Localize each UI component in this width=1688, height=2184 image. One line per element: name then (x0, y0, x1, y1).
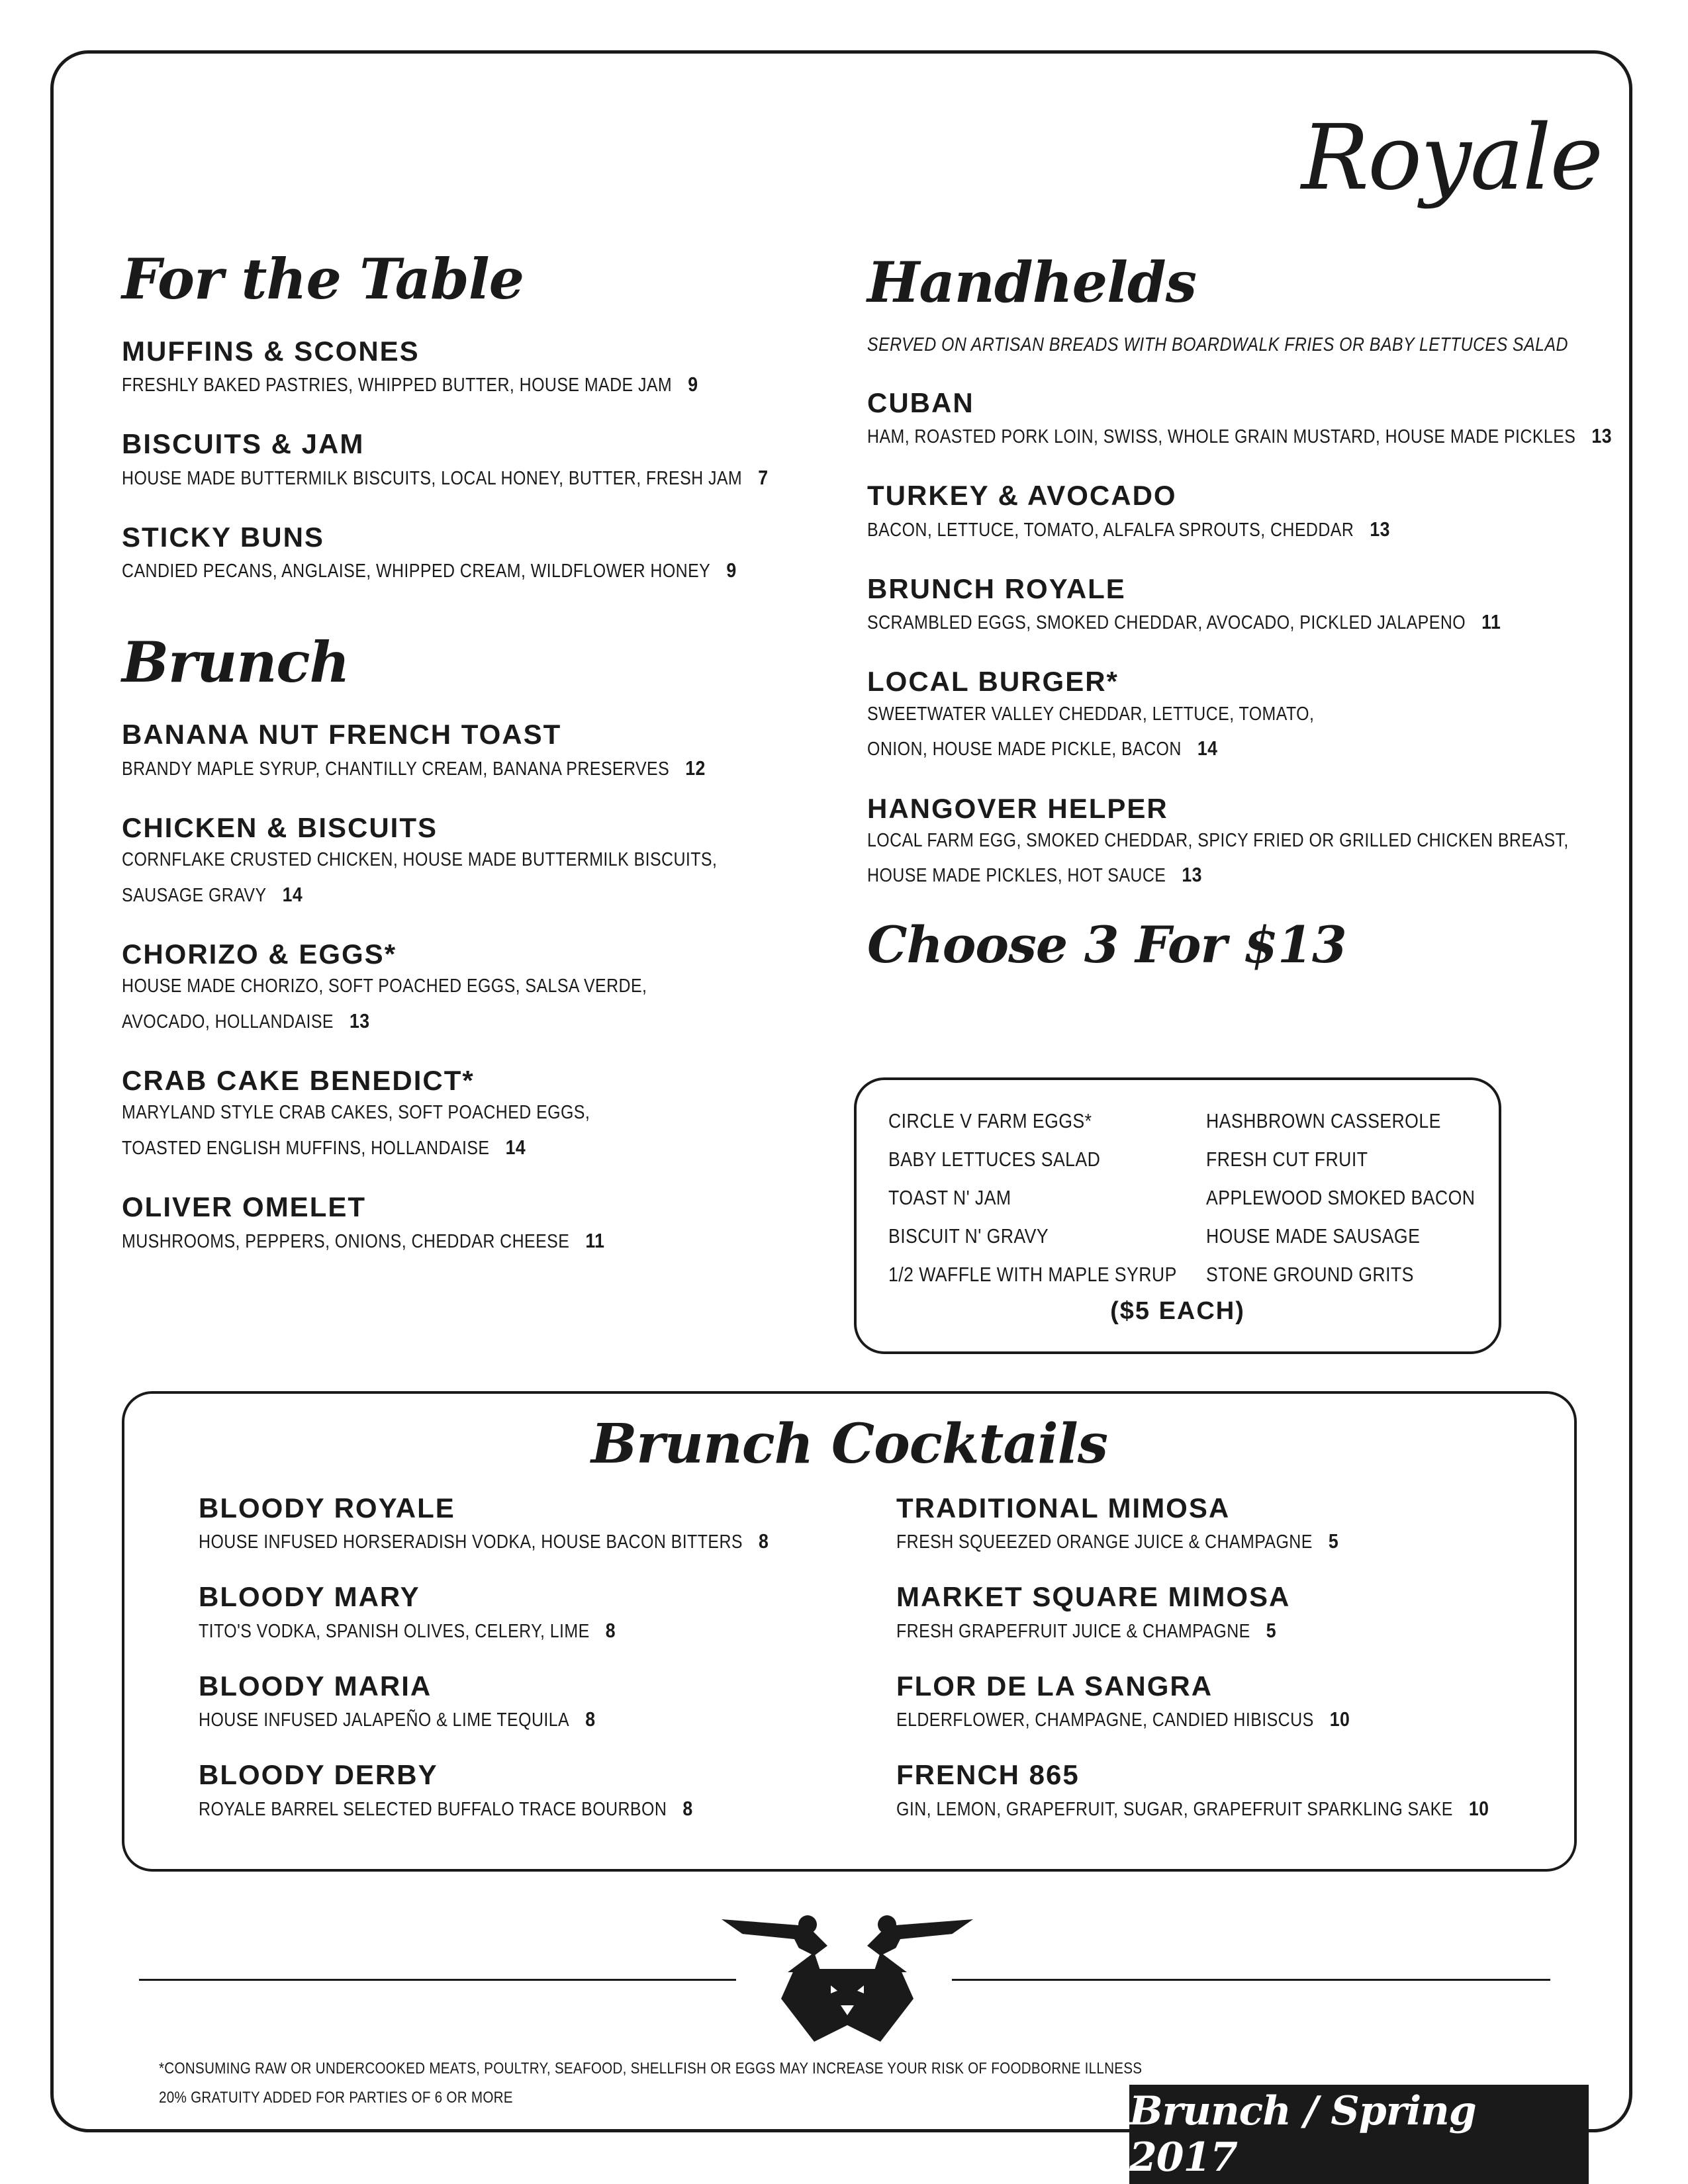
item-name: CUBAN (867, 387, 974, 418)
cocktail-item (896, 1671, 1558, 1737)
item-desc-text: SAUSAGE GRAVY (122, 884, 267, 906)
item-name: BLOODY MARY (199, 1581, 420, 1613)
item-desc-text: HOUSE INFUSED JALAPEÑO & LIME TEQUILA (199, 1709, 570, 1731)
item-description: CORNFLAKE CRUSTED CHICKEN, HOUSE MADE BUTTERMILK BISCUITS, (122, 848, 718, 870)
item-price: 10 (1468, 1796, 1489, 1820)
side-item: STONE GROUND GRITS (1206, 1263, 1414, 1287)
cocktails-right (896, 1493, 1558, 1827)
item-desc-text: FRESH SQUEEZED ORANGE JUICE & CHAMPAGNE (896, 1531, 1313, 1553)
item-price: 11 (585, 1228, 605, 1252)
item-price: 7 (758, 465, 769, 489)
menu-item (122, 1192, 784, 1258)
item-description (122, 1223, 691, 1259)
item-name: BLOODY MARIA (199, 1670, 432, 1702)
footer-rule-left (139, 1979, 736, 1981)
item-name: CRAB CAKE BENEDICT* (122, 1065, 475, 1097)
side-item: 1/2 WAFFLE WITH MAPLE SYRUP (888, 1263, 1177, 1287)
item-desc-text: AVOCADO, HOLLANDAISE (122, 1011, 334, 1032)
side-item: FRESH CUT FRUIT (1206, 1148, 1368, 1171)
right-column (867, 250, 1612, 999)
item-desc-text: HOUSE MADE PICKLES, HOT SAUCE (867, 865, 1166, 887)
item-description-line2 (867, 857, 1505, 893)
item-desc-text: BRANDY MAPLE SYRUP, CHANTILLY CREAM, BANANA PRESERVES (122, 758, 670, 780)
cocktail-item (199, 1760, 861, 1826)
cocktails-left (199, 1493, 861, 1827)
item-desc-text: BACON, LETTUCE, TOMATO, ALFALFA SPROUTS, CHEDDAR (867, 519, 1354, 541)
item-desc-text: TOASTED ENGLISH MUFFINS, HOLLANDAISE (122, 1138, 490, 1160)
item-desc-text: ROYALE BARREL SELECTED BUFFALO TRACE BOURBON (199, 1798, 667, 1820)
item-price: 13 (1370, 517, 1390, 541)
menu-item (122, 1066, 784, 1165)
item-price: 13 (1182, 863, 1202, 887)
side-item: CIRCLE V FARM EGGS* (888, 1109, 1092, 1132)
item-price: 9 (726, 559, 737, 582)
item-desc-text: SCRAMBLED EGGS, SMOKED CHEDDAR, AVOCADO, PICKLED JALAPENO (867, 612, 1466, 634)
item-name: OLIVER OMELET (122, 1191, 367, 1223)
item-desc-text: CANDIED PECANS, ANGLAISE, WHIPPED CREAM, WILDFLOWER HONEY (122, 561, 711, 582)
side-item: TOAST N' JAM (888, 1186, 1011, 1210)
item-price: 14 (1197, 737, 1218, 760)
price-each: ($5 EACH) (1110, 1297, 1245, 1326)
item-name: BRUNCH ROYALE (867, 572, 1126, 604)
winged-fox-emblem-icon (715, 1906, 980, 2045)
item-description (199, 1524, 768, 1559)
menu-item (122, 813, 784, 913)
side-item: HOUSE MADE SAUSAGE (1206, 1224, 1421, 1248)
menu-item (122, 522, 784, 588)
item-desc-text: FRESHLY BAKED PASTRIES, WHIPPED BUTTER, HOUSE MADE JAM (122, 375, 673, 396)
item-name: BANANA NUT FRENCH TOAST (122, 719, 562, 751)
item-desc-text: MUSHROOMS, PEPPERS, ONIONS, CHEDDAR CHEESE (122, 1230, 570, 1252)
cocktail-item (199, 1493, 861, 1559)
item-price: 13 (1591, 424, 1612, 448)
item-description (122, 751, 706, 786)
item-description (199, 1613, 768, 1649)
item-description (867, 418, 1612, 454)
cocktails-box (122, 1391, 1577, 1872)
brunch-title: Brunch (122, 629, 350, 696)
item-name: TRADITIONAL MIMOSA (896, 1492, 1231, 1524)
menu-item (867, 794, 1609, 893)
item-description (867, 604, 1505, 640)
item-description (122, 367, 698, 402)
item-desc-text: GIN, LEMON, GRAPEFRUIT, SUGAR, GRAPEFRUIT SPARKLING SAKE (896, 1798, 1453, 1820)
item-price: 11 (1481, 610, 1501, 634)
item-description (199, 1702, 768, 1737)
item-name: BISCUITS & JAM (122, 428, 365, 460)
item-price: 9 (688, 373, 698, 396)
item-price: 8 (605, 1618, 616, 1642)
royale-logo: Royale (1301, 106, 1602, 210)
side-item: APPLEWOOD SMOKED BACON (1206, 1186, 1476, 1210)
item-description (896, 1791, 1489, 1827)
item-name: MUFFINS & SCONES (122, 336, 420, 367)
menu-item (867, 387, 1612, 454)
choose-title: Choose 3 For $13 (867, 915, 1346, 974)
side-item: HASHBROWN CASSEROLE (1206, 1109, 1441, 1132)
raw-food-disclaimer: *CONSUMING RAW OR UNDERCOOKED MEATS, POULTRY, SEAFOOD, SHELLFISH OR EGGS MAY INCREASE YOUR RISK OF FOODBORNE ILLNESS (159, 2060, 1143, 2077)
item-name: CHICKEN & BISCUITS (122, 811, 438, 843)
cocktail-item (199, 1582, 861, 1648)
item-description (199, 1791, 768, 1827)
choose-box (854, 1077, 1501, 1354)
item-price: 8 (682, 1796, 693, 1820)
item-name: FLOR DE LA SANGRA (896, 1670, 1213, 1702)
cocktail-item (199, 1671, 861, 1737)
handhelds-note: SERVED ON ARTISAN BREADS WITH BOARDWALK FRIES OR BABY LETTUCES SALAD (867, 334, 1568, 355)
item-name: FRENCH 865 (896, 1759, 1080, 1791)
item-name: STICKY BUNS (122, 521, 324, 553)
season-label: Brunch / Spring 2017 (1129, 2085, 1589, 2184)
item-description (896, 1702, 1466, 1737)
menu-item (867, 574, 1609, 640)
menu-item (122, 429, 784, 495)
item-name: MARKET SQUARE MIMOSA (896, 1581, 1291, 1613)
item-desc-text: HAM, ROASTED PORK LOIN, SWISS, WHOLE GRAIN MUSTARD, HOUSE MADE PICKLES (867, 426, 1576, 448)
cocktail-item (896, 1582, 1558, 1648)
item-price: 14 (282, 882, 303, 906)
item-price: 8 (585, 1707, 596, 1731)
item-description-line2 (122, 1130, 691, 1165)
side-item: BABY LETTUCES SALAD (888, 1148, 1101, 1171)
item-name: CHORIZO & EGGS* (122, 938, 397, 970)
handhelds-list (867, 387, 1612, 893)
item-price: 12 (685, 756, 706, 780)
item-name: HANGOVER HELPER (867, 792, 1168, 824)
choose-grid (888, 1105, 1499, 1291)
item-description (122, 460, 769, 496)
menu-item (867, 480, 1609, 547)
item-desc-text: ELDERFLOWER, CHAMPAGNE, CANDIED HIBISCUS (896, 1709, 1314, 1731)
brunch-list (122, 719, 784, 1258)
item-name: LOCAL BURGER* (867, 666, 1119, 698)
item-description (122, 553, 737, 588)
item-description (896, 1524, 1466, 1559)
menu-item (122, 336, 784, 402)
item-description (867, 512, 1505, 547)
side-item: BISCUIT N' GRAVY (888, 1224, 1049, 1248)
item-desc-text: HOUSE INFUSED HORSERADISH VODKA, HOUSE BACON BITTERS (199, 1531, 743, 1553)
item-desc-text: ONION, HOUSE MADE PICKLE, BACON (867, 739, 1182, 760)
item-price: 8 (759, 1529, 769, 1553)
cocktail-item (896, 1493, 1558, 1559)
item-price: 10 (1329, 1707, 1350, 1731)
menu-item (867, 666, 1609, 766)
item-name: BLOODY ROYALE (199, 1492, 455, 1524)
item-description: HOUSE MADE CHORIZO, SOFT POACHED EGGS, SALSA VERDE, (122, 976, 647, 997)
item-description-line2 (122, 1003, 691, 1039)
item-price: 5 (1328, 1529, 1339, 1553)
item-price: 14 (505, 1136, 526, 1160)
gratuity-note: 20% GRATUITY ADDED FOR PARTIES OF 6 OR MORE (159, 2089, 513, 2107)
item-name: TURKEY & AVOCADO (867, 480, 1177, 512)
item-price: 13 (350, 1009, 370, 1032)
item-name: BLOODY DERBY (199, 1759, 438, 1791)
cocktails-title: Brunch Cocktails (590, 1412, 1108, 1476)
item-desc-text: HOUSE MADE BUTTERMILK BISCUITS, LOCAL HONEY, BUTTER, FRESH JAM (122, 467, 743, 489)
item-price: 5 (1266, 1618, 1277, 1642)
footer-rule-right (952, 1979, 1550, 1981)
for-the-table-list (122, 336, 784, 588)
menu-item (122, 719, 784, 786)
item-description-line2 (122, 877, 691, 913)
cocktail-item (896, 1760, 1558, 1826)
left-column (122, 246, 784, 1285)
item-desc-text: TITO'S VODKA, SPANISH OLIVES, CELERY, LIME (199, 1620, 590, 1642)
item-description: LOCAL FARM EGG, SMOKED CHEDDAR, SPICY FRIED OR GRILLED CHICKEN BREAST, (867, 829, 1569, 851)
for-the-table-title: For the Table (122, 246, 524, 312)
item-description: SWEETWATER VALLEY CHEDDAR, LETTUCE, TOMATO, (867, 703, 1315, 725)
item-desc-text: FRESH GRAPEFRUIT JUICE & CHAMPAGNE (896, 1620, 1250, 1642)
item-description-line2 (867, 731, 1505, 766)
item-description: MARYLAND STYLE CRAB CAKES, SOFT POACHED EGGS, (122, 1102, 590, 1124)
menu-item (122, 939, 784, 1039)
handhelds-title: Handhelds (867, 250, 1197, 315)
item-description (896, 1613, 1466, 1649)
